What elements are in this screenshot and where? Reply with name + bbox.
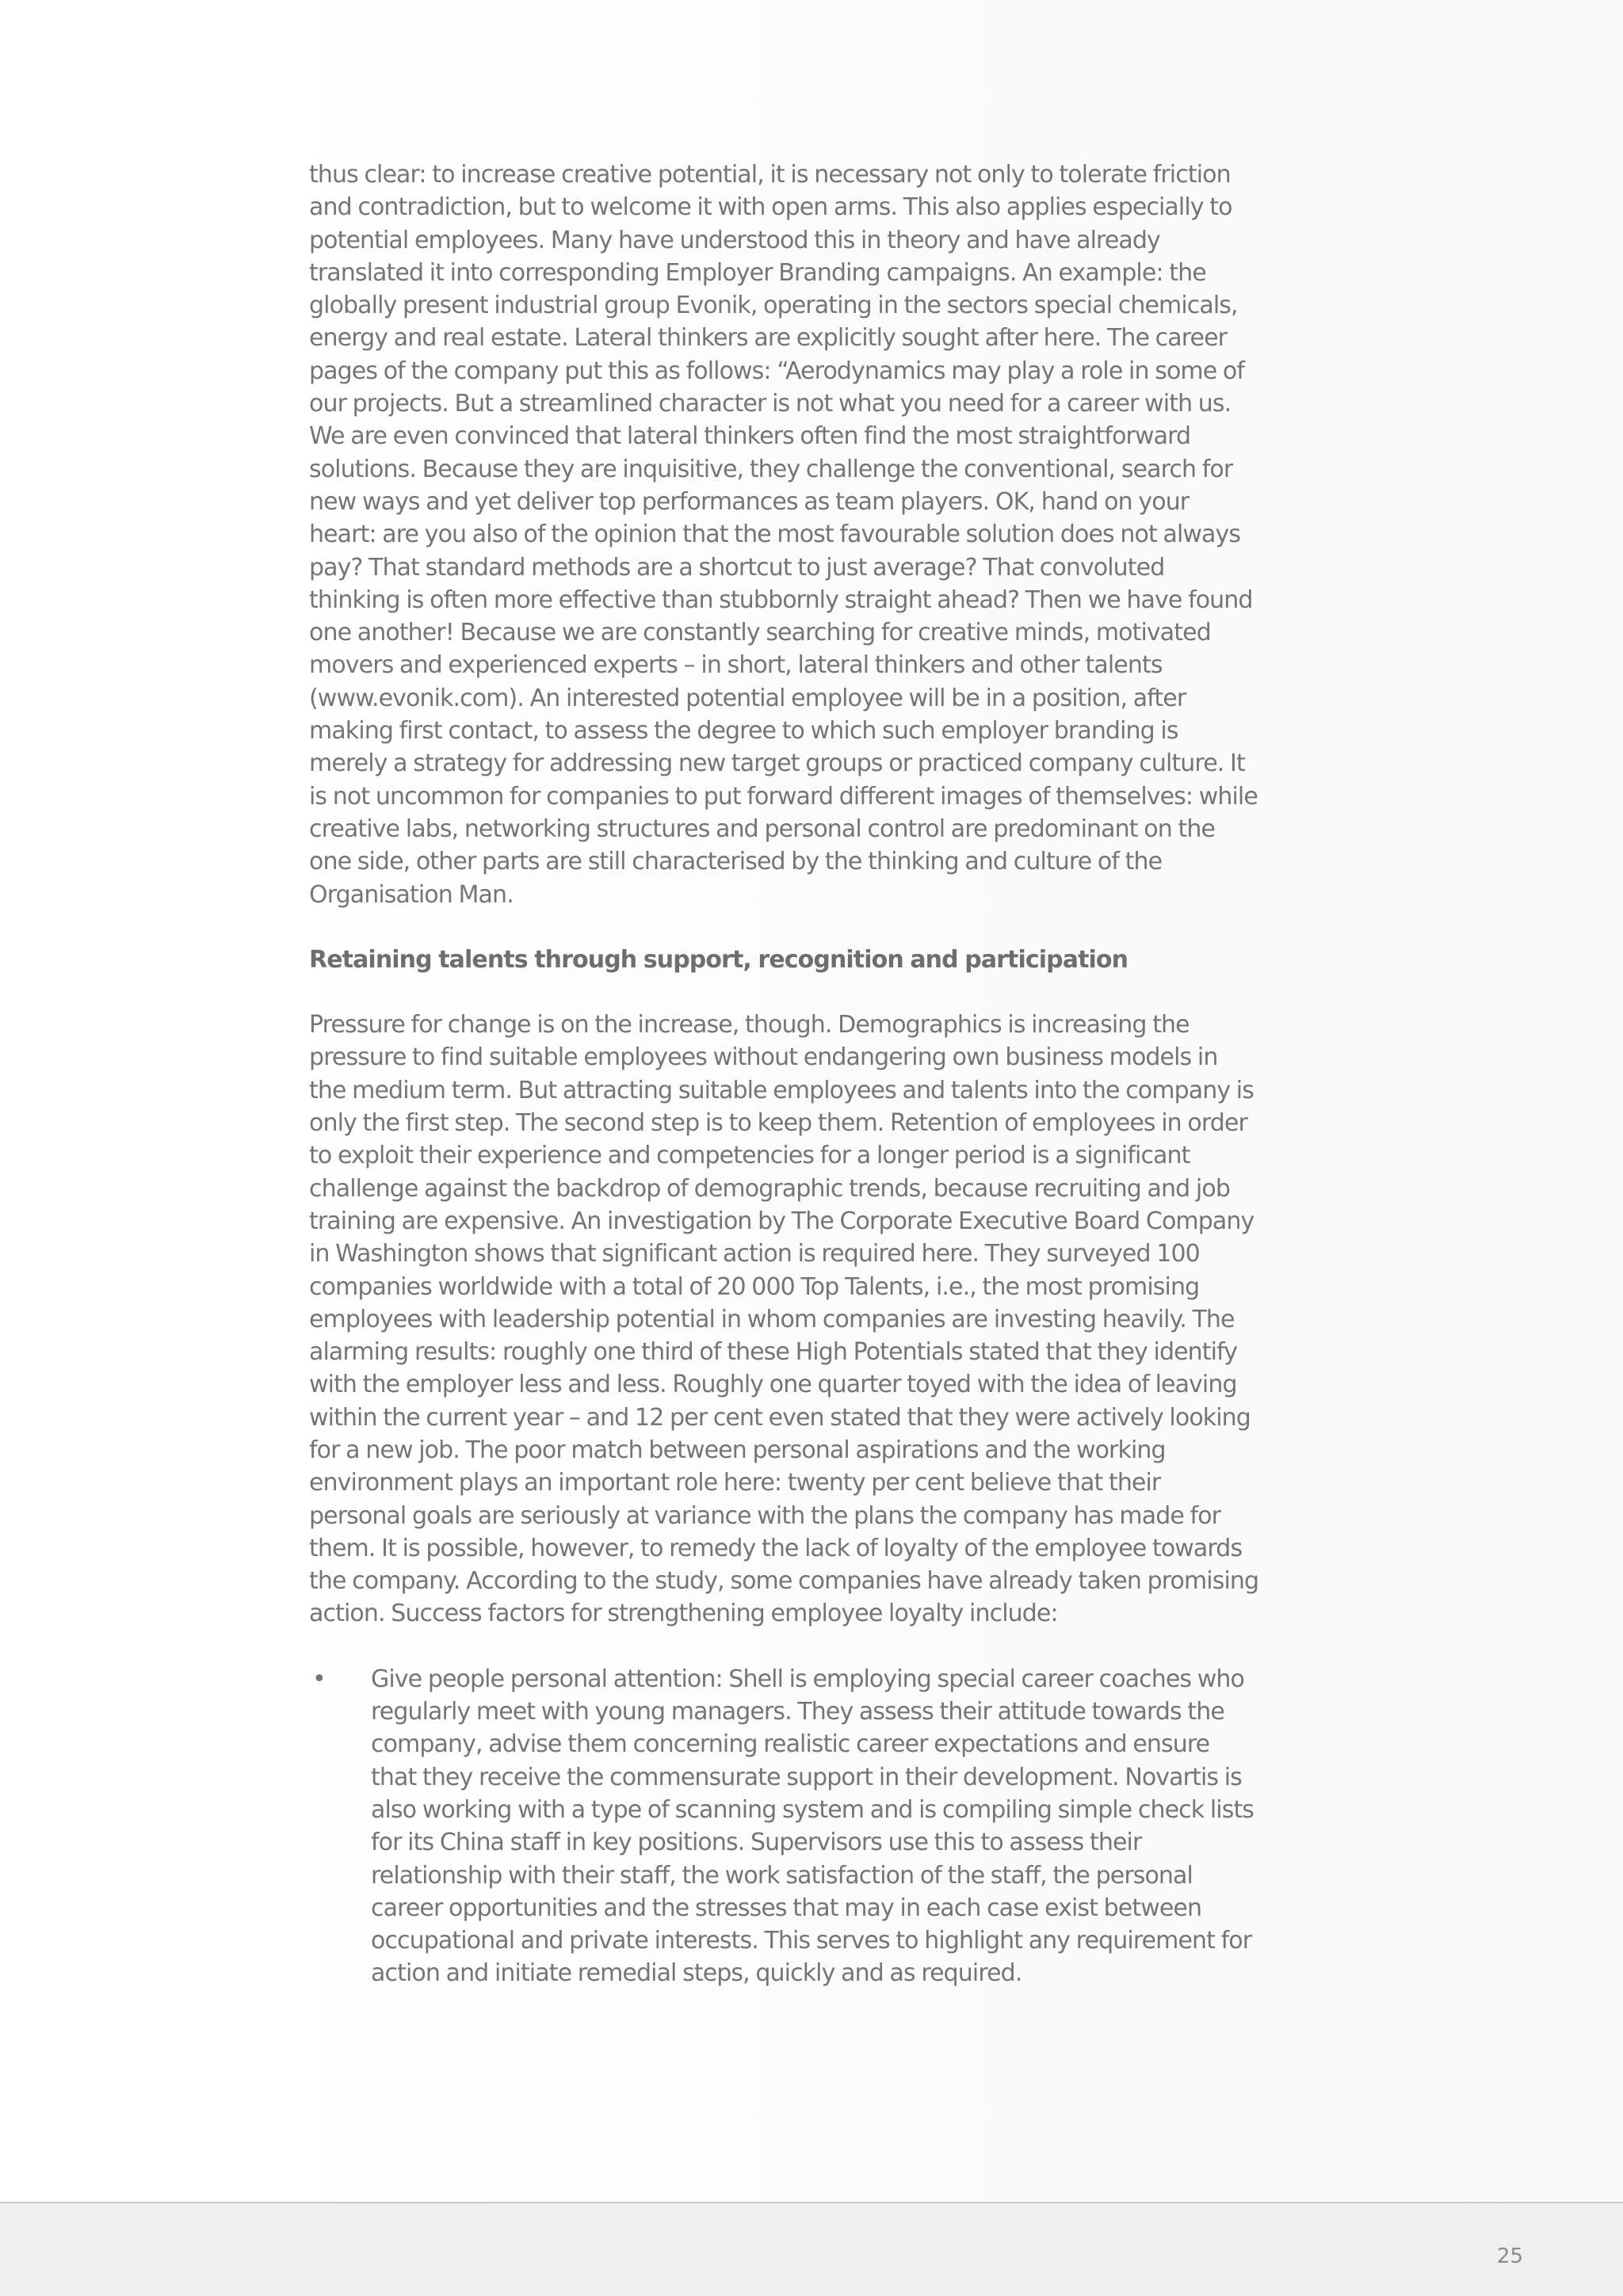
list-item (309, 1663, 1260, 1990)
bullet-marker: • (312, 1665, 326, 1693)
body-paragraph: Pressure for change is on the increase, though. Demographics is increasing the pressure to find suitable employees without endangering own business models in the medium term. But attracting suitable employees and talents into the company is only the first step. The second step is to keep them. Retention of employees in order to exploit their experience and competencies for a longer period is a significant challenge against the backdrop of demographic trends, because recruiting and job training are expensive. An investigation by The Corporate Executive Board Company in Washington shows that significant action is required here. They surveyed 100 companies worldwide with a total of 20 000 Top Talents, i.e., the most promising employees with leadership potential in whom companies are investing heavily. The alarming results: roughly one third of these High Potentials stated that they identify with the employer less and less. Roughly one quarter toyed with the idea of leaving within the current year – and 12 per cent even stated that they were actively looking for a new job. The poor match between personal aspirations and the working environment plays an important role here: twenty per cent believe that their personal goals are seriously at variance with the plans the company has made for them. It is possible, however, to remedy the lack of loyalty of the employee towards the company. According to the study, some companies have already taken promising action. Success factors for strengthening employee loyalty include: (309, 1011, 1259, 1628)
page-footer (0, 2202, 1623, 2296)
list-item-text: Give people personal attention: Shell is employing special career coaches who regularly meet with young managers. They assess their attitude towards the company, advise them concerning realistic career expectations and ensure that they receive the commensurate support in their development. Novartis is also working with a type of scanning system and is compiling simple check lists for its China staff in key positions. Supervisors use this to assess their relationship with their staff, the work satisfaction of the staff, the personal career opportunities and the stresses that may in each case exist between occupational and private interests. This serves to highlight any requirement for action and initiate remedial steps, quickly and as required. (371, 1665, 1254, 1988)
section-heading: Retaining talents through support, recognition and participation (309, 945, 1128, 974)
bullet-list (309, 1663, 1260, 1990)
page-number: 25 (1496, 2245, 1523, 2268)
document-body (309, 158, 1260, 1990)
body-paragraph: thus clear: to increase creative potential, it is necessary not only to tolerate friction and contradiction, but to welcome it with open arms. This also applies especially to potential employees. Many have understood this in theory and have already translated it into corresponding Employer Branding campaigns. An example: the globally present industrial group Evonik, operating in the sectors special chemicals, energy and real estate. Lateral thinkers are explicitly sought after here. The career pages of the company put this as follows: “Aerodynamics may play a role in some of our projects. But a streamlined character is not what you need for a career with us. We are even convinced that lateral thinkers often find the most straightforward solutions. Because they are inquisitive, they challenge the conventional, search for new ways and yet deliver top performances as team players. OK, hand on your heart: are you also of the opinion that the most favourable solution does not always pay? That standard methods are a shortcut to just average? That convoluted thinking is often more effective than stubbornly straight ahead? Then we have found one another! Because we are constantly searching for creative minds, motivated movers and experienced experts – in short, lateral thinkers and other talents (www.evonik.com). An interested potential employee will be in a position, after making first contact, to assess the degree to which such employer branding is merely a strategy for addressing new target groups or practiced company culture. It is not uncommon for companies to put forward different images of themselves: while creative labs, networking structures and personal control are predominant on the one side, other parts are still characterised by the thinking and culture of the Organisation Man. (309, 161, 1258, 909)
